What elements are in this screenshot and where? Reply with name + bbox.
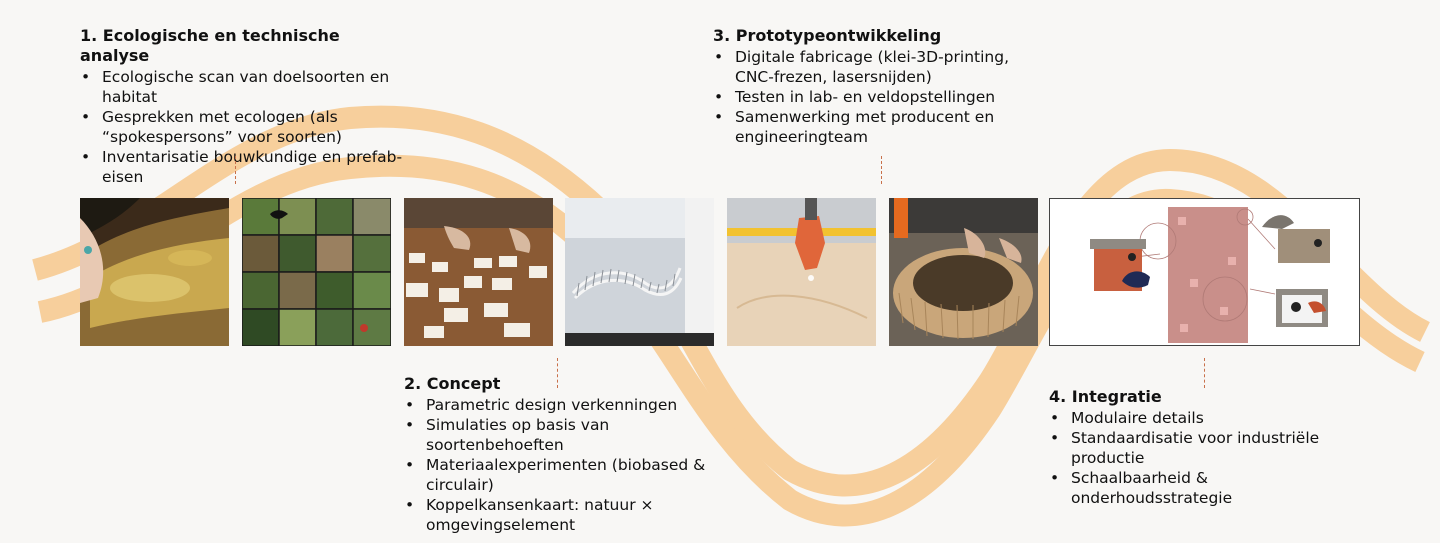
connector-analysis (235, 156, 236, 184)
step-concept-item: • Materiaalexperimenten (biobased & circulair) (404, 455, 734, 495)
step-analysis-item: • Inventarisatie bouwkundige en prefab-eisen (80, 147, 410, 187)
step-prototype-item: • Testen in lab- en veldopstellingen (713, 87, 1023, 107)
step-analysis (80, 26, 410, 187)
photo-clay-prototype (889, 198, 1038, 346)
step-concept (404, 374, 734, 535)
step-integration-item: • Standaardisatie voor industriële productie (1049, 428, 1349, 468)
step-prototype-item: • Samenwerking met producent en engineeringteam (713, 107, 1023, 147)
step-concept-item: • Koppelkansenkaart: natuur × omgevingselement (404, 495, 734, 535)
step-integration-title: 4. Integratie (1049, 387, 1162, 406)
step-concept-title: 2. Concept (404, 374, 501, 393)
step-integration-item: • Modulaire details (1049, 408, 1349, 428)
photo-bark-fungus (80, 198, 229, 346)
photo-concept-workshop (404, 198, 553, 346)
photo-integration-render (1049, 198, 1360, 346)
photo-parametric-screen (565, 198, 714, 346)
step-prototype (713, 26, 1023, 147)
connector-concept (557, 358, 558, 388)
step-integration-item: • Schaalbaarheid & onderhoudsstrategie (1049, 468, 1349, 508)
step-prototype-item: • Digitale fabricage (klei-3D-printing, CNC-frezen, lasersnijden) (713, 47, 1023, 87)
step-analysis-title: 1. Ecologische en technische analyse (80, 26, 340, 65)
step-concept-item: • Parametric design verkenningen (404, 395, 734, 415)
step-integration (1049, 387, 1349, 508)
photo-species-grid (242, 198, 391, 346)
photo-3d-printing (727, 198, 876, 346)
step-concept-item: • Simulaties op basis van soortenbehoeften (404, 415, 734, 455)
step-analysis-item: • Ecologische scan van doelsoorten en habitat (80, 67, 410, 107)
connector-integration (1204, 358, 1205, 388)
step-analysis-item: • Gesprekken met ecologen (als “spokespersons” voor soorten) (80, 107, 410, 147)
connector-prototype (881, 156, 882, 184)
step-prototype-title: 3. Prototypeontwikkeling (713, 26, 942, 45)
